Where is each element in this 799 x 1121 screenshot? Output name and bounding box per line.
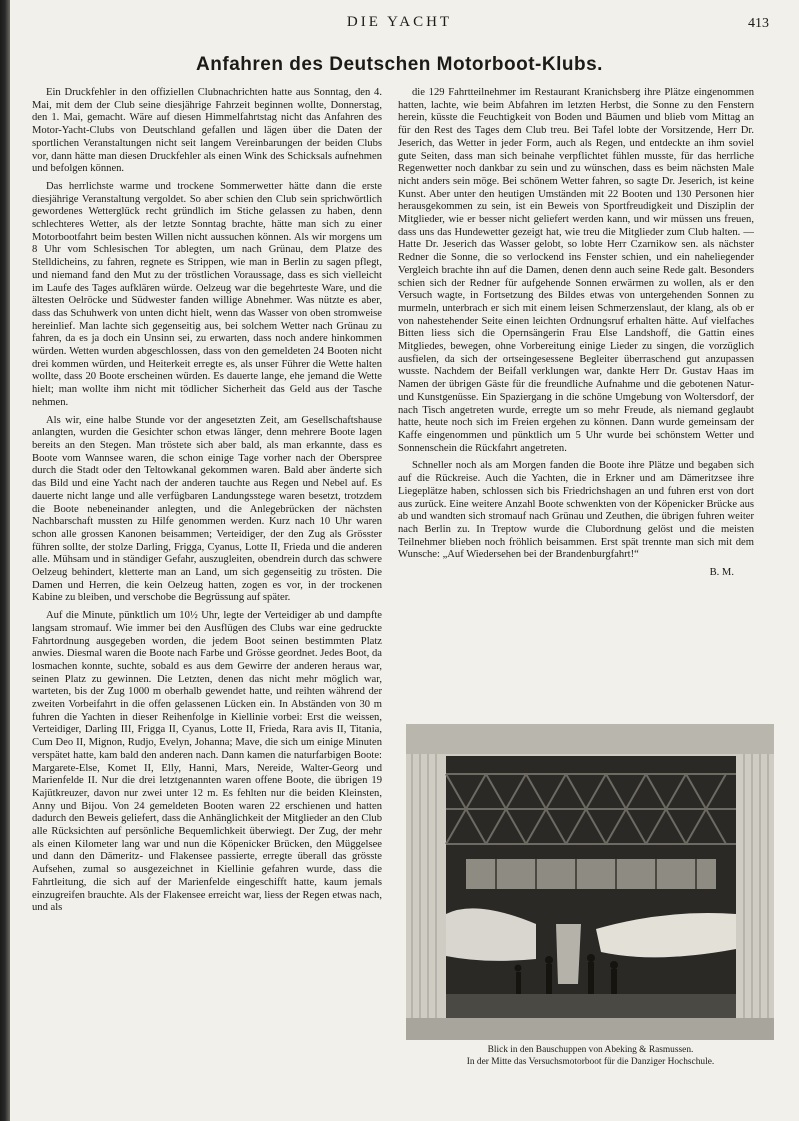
scan-binding-edge [0,0,10,1121]
boatshed-photo-drawing [406,724,774,1040]
paragraph: Das herrlichste warme und trockene Sommerwetter hätte dann die erste diesjährige Veranstaltung vergoldet. So aber schien den Club sein sprichwörtlich gewordenes Wetterglück recht gründlich im Stiche gelassen zu haben, denn schlechteres Wetter, als der letzte Sonntag brachte, hätte man sich zu einer Motorbootfahrt beim besten Willen nicht aussuchen können. Als wir morgens um 8 Uhr vom Schlesischen Tor ablegten, um nach Grünau, dem Platze des Stelldicheins, zu fahren, regnete es Strippen, wie man in Berlin zu sagen pflegt, und niemand fand den Mut zu der tröstlichen Voraussage, dass es sich vielleicht im Laufe des Tages aufklären würde. Oelzeug war die begehrteste Ware, und die ältesten Oelröcke und Südwester fanden willige Abnehmer. Was nützte es aber, dass das Schuhwerk von unten dicht hielt, wenn das Wasser von oben stromweise hereinlief. Man lachte sich gegenseitig aus, bei solchem Wetter nach Grünau zu fahren, da es ja doch ein Unsinn sei, zu erwarten, dass noch andere hinkommen würden. Wetten wurden abgeschlossen, dass von den gemeldeten 24 Booten nicht drei kommen würden, und Heiterkeit erregte es, als unser Führer die Wette halten wollte, dass 20 Boote erscheinen würden. Es dauerte lange, ehe jemand die Wette hielt; man wollte ihm nicht mit tödlicher Sicherheit das Geld aus der Tasche nehmen. [32,180,382,408]
page-header [0,14,799,36]
running-title: DIE YACHT [346,14,453,30]
boatshed-photo [406,724,774,1040]
caption-line: In der Mitte das Versuchsmotorboot für die Danziger Hochschule. [466,1057,715,1067]
page-number: 413 [748,16,769,31]
paragraph: die 129 Fahrtteilnehmer im Restaurant Kranichsberg ihre Plätze eingenommen hatten, lachte, wie beim Abfahren im letzten Herbst, die Sonne zu den Fenstern herein, küsste die Feuchtigkeit von Boden und Bäumen und blieb vom Mittag an für den Rest des Tages dem Club treu. Bei Tafel lobte der Vorsitzende, Herr Dr. Jeserich, das Wetter in jeder Form, auch als Regen, und entdeckte an ihm soviel gute Seiten, dass man sich beinahe verpflichtet fühlen musste, für das herrliche Regenwetter noch dankbar zu sein und zu wünschen, dass es beim nächsten Male nicht anders sein möge. Bei schönem Wetter fahren, so sagte Dr. Jeserich, ist keine Kunst. Aber unter den heutigen Umständen mit 22 Booten und 130 Personen hier herausgekommen zu sein, ist ein Beweis von Sportfreudigkeit und Disziplin der Mitglieder, wie er besser nicht geliefert werden kann, und wir müssen uns freuen, dass uns das Hundewetter gezeigt hat, wie treu die Mitglieder zum Club halten. — Hatte Dr. Jeserich das Wasser gelobt, so lobte Herr Czarnikow sen. als nächster Redner die Sonne, die so verlockend ins Fenster schien, und ein naheliegender Vergleich brachte ihn auf die Damen, denen denn auch seine Rede galt. Besonders schien sich der Redner für aufgehende Sonnen erwärmen zu wollen, als er den Versuch wagte, in Fortsetzung des Bildes etwas von untergehenden Sonnen zu murmeln, unterbrach er sich mit einem leisen Schmerzenslaut, der klang, als ob er von nahestehender Seite einen leichten Ordnungsruf erhalten hätte. Auf vielfaches Bitten liess sich die Opernsängerin Frau Else Landshoff, die Gattin eines Mitgliedes, bewegen, ohne Vorbereitung einige Lieder zu singen, die vorzüglich ausfielen, da sich der ortseingesessene Begleiter überraschend gut anzupassen wusste. Nachdem der Beifall verklungen war, dankte Herr Dr. Gustav Haas im Namen der übrigen Gäste für die freundliche Aufnahme und die gebotenen Natur- und Kunstgenüsse. Ein Spaziergang in die schöne Umgebung von Woltersdorf, der nach Tisch angetreten wurde, erregte um so mehr Freude, als niemand geglaubt hatte, heute noch sich im Freien ergehen zu können. Dann wurde gemeinsam der Kaffe eingenommen und pünktlich um 5 Uhr wurde bei schönstem Wetter und Sonnenschein die Rückfahrt angetreten. [398,87,754,454]
paragraph: Schneller noch als am Morgen fanden die Boote ihre Plätze und begaben sich auf die Rückreise. Auch die Yachten, die in Erkner und am Dämeritzsee ihre Liegeplätze haben, schlossen sich bis Friedrichshagen an und fuhren erst von dort aus zurück. Eine weitere Anzahl Boote schwenkten von der Köpenicker Brücke aus ab und wandten sich stromauf nach Grünau und Zeuthen, die übrigen fuhren weiter nach Berlin zu. In Treptow wurde die Clubordnung gelöst und die meisten Teilnehmer blieben noch fröhlich beisammen. Erst spät trennte man sich mit dem Wunsche: „Auf Wiedersehen bei der Brandenburgfahrt!“ [398,460,754,561]
article-right-column [398,87,754,707]
paragraph: Als wir, eine halbe Stunde vor der angesetzten Zeit, am Gesellschaftshause anlangten, wurden die Gesichter schon etwas länger, denn mehrere Boote lagen bereits an den Stegen. Man tröstete sich aber bald, als man erkannte, dass es Boote vom Wannsee waren, die schon einige Tage vorher nach der Oberspree durch die Stadt oder den Teltowkanal gekommen waren. Bald aber änderte sich das Bild und eine Yacht nach der anderen tauchte aus Regen und Nebel auf. Es dauerte nicht lange und alle verfügbaren Landungsstege waren besetzt, trotzdem die Boote nebeneinander anlegten, und die Anlegebrücken der nächsten Nachbarschaft mussten zu Hilfe genommen werden. Kurz nach 10 Uhr waren schon alle grossen Kanonen beisammen; Verteidiger, der den Zug als Grösster führen sollte, der stolze Darling, Frigga, Cyanus, Lotte II, Frieda und die anderen alle. Mühsam und in ständiger Gefahr, auszugleiten, obendrein durch das schwere Oelzeug behindert, kletterte man an Land, um sich gegenseitig zu trösten. Die Damen und Herren, die kein Oelzeug hatten, zogen es vor, in der trockenen Kabine zu bleiben, und verschobe die Begrüssung auf später. [32,414,382,604]
paragraph: Ein Druckfehler in den offiziellen Clubnachrichten hatte aus Sonntag, den 4. Mai, mit dem der Club seine diesjährige Fahrzeit beginnen wollte, Donnerstag, den 1. Mai, gemacht. Wäre auf diesen Himmelfahrtstag nicht das Anfahren des Motor-Yacht-Clubs von Deutschland gefallen und lägen über die Daten der sportlichen Veranstaltungen nicht seit langem Vereinbarungen der beiden Clubs vor, dann hätte man diesen Druckfehler als einen Wink des Schicksals aufnehmen und befolgen können. [32,87,382,175]
paragraph: Auf die Minute, pünktlich um 10½ Uhr, legte der Verteidiger ab und dampfte langsam stromauf. Wie immer bei den Ausflügen des Clubs war eine gedruckte Fahrtordnung ausgegeben worden, die jedem Boot seinen bestimmten Platz anwies. Diesmal waren die Boote nach Farbe und Grösse geordnet. Jedes Boot, da losmachen konnte, suchte, sobald es aus dem Gewirre der anderen heraus war, seinen Platz zu gewinnen. Die Letzten, denen das nicht mehr möglich war, warteten, bis der Zug 1000 m oberhalb gewendet hatte, und reihten während der zweiten Vorbeifahrt in die offen gelassenen Lücken ein. In Abständen von 30 m fuhren die Yachten in dieser Reihenfolge in Kiellinie vorbei: Erst die weissen, Verteidiger, Darling III, Frigga II, Cyanus, Lotte II, Frieda, Rara avis II, Titania, Cum Deo II, Mignon, Rudjo, Evelyn, Johanna; Mave, die sich um einige Minuten verspätet hatte, kam bald den anderen nach. Dann kamen die naturfarbigen Boote: Margarete-Else, Komet II, Elly, Hanni, Mars, Nereide, Walter-Georg und Marienfelde II. Nur die drei letztgenannten waren offene Boote, die übrigen 19 Kajütkreuzer, davon nur zwei unter 12 m. Es fehlten nur die beiden Kleinsten, Anny und Bijou. Von 24 gemeldeten Booten waren 22 erschienen und hatten dadurch den Beweis geliefert, dass die Anhänglichkeit der Mitglieder an den Club alle Rücksichten auf persönliche Bequemlichkeit überwiegt. Der Zug, der mehr als einen Kilometer lang war und nun die Köpenicker Brücken, den Müggelsee und dann den Dämeritz- und Flakensee passierte, erregte überall das grösste Aufsehen, zumal so ausgezeichnet in Kiellinie gefahren wurde, dass die Fahrtleitung, die sich auf der Marienfelde eingeschifft hatte, kaum jemals einzugreifen brauchte. Als der Flakensee erreicht war, liess der Regen etwas nach, und als [32,610,382,914]
photo-caption [398,1044,783,1068]
author-signature: B. M. [709,567,734,579]
article-title: Anfahren des Deutschen Motorboot-Klubs. [196,54,603,75]
article-left-column [32,87,382,1097]
caption-line: Blick in den Bauschuppen von Abeking & Rasmussen. [487,1045,694,1055]
